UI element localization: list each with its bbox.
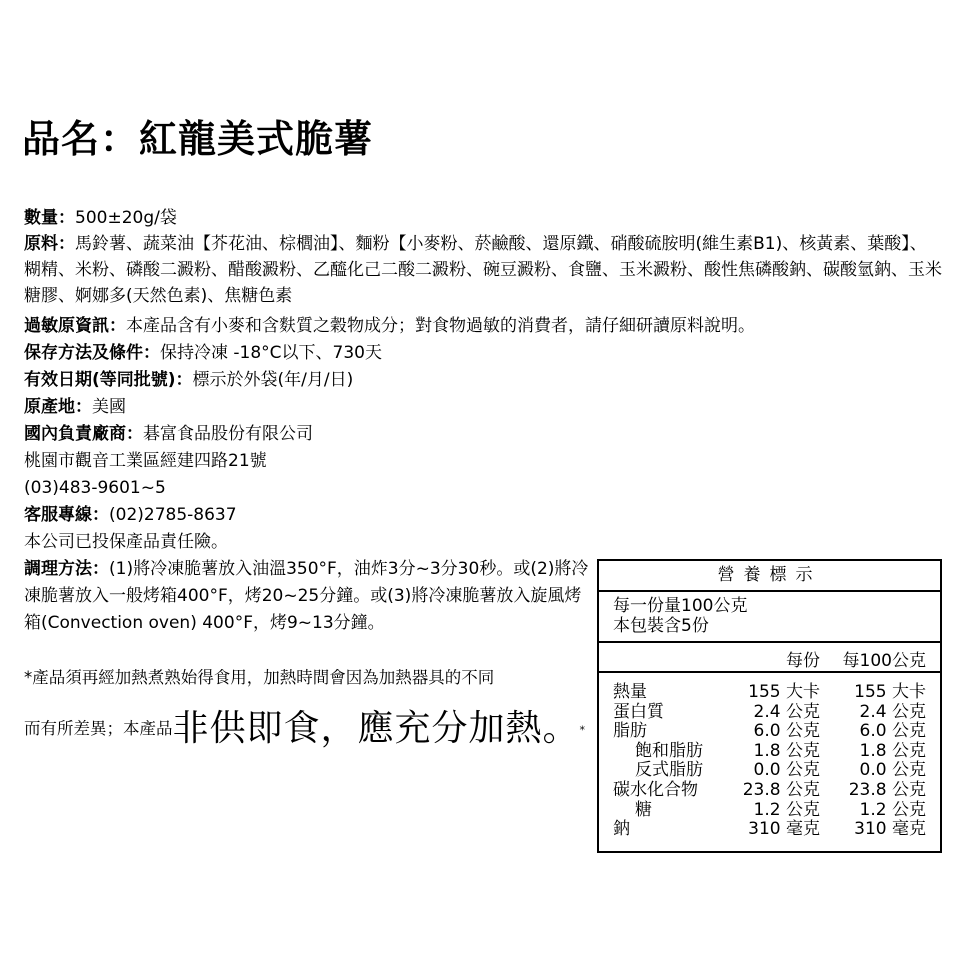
- nutrition-row-saturated-fat: [599, 742, 940, 762]
- heating-notice-big: 非供即食，應充分加熱。: [172, 708, 580, 749]
- expiry-value: 標示於外袋(年/月/日): [192, 370, 354, 390]
- manufacturer-label: 國內負責廠商：: [24, 424, 143, 444]
- nutrient-per-100g: 0.0 公克: [859, 760, 926, 781]
- nutrient-per-100g: 310 毫克: [854, 819, 926, 840]
- nutrient-name: 糖: [635, 799, 652, 820]
- nutrition-row-fat: [599, 722, 940, 742]
- nutrient-per-100g: 1.8 公克: [859, 740, 926, 761]
- nutrient-per-serving: 2.4 公克: [753, 701, 820, 722]
- heating-notice-asterisk: *: [579, 723, 586, 737]
- nutrition-column-headers: [599, 643, 940, 673]
- nutrient-name: 脂肪: [613, 721, 647, 742]
- nutrient-per-serving: 23.8 公克: [742, 779, 820, 800]
- nutrition-serving-info: [599, 592, 940, 643]
- heating-notice-line1: *產品須再經加熱煮熟始得食用，加熱時間會因為加熱器具的不同: [24, 668, 495, 687]
- phone-line: (03)483-9601~5: [24, 478, 166, 498]
- nutrient-per-serving: 1.8 公克: [753, 740, 820, 761]
- expiry-label: 有效日期(等同批號)：: [24, 370, 193, 390]
- quantity-line: [24, 205, 944, 231]
- ingredients-label: 原料：: [24, 234, 75, 254]
- nutrient-name: 反式脂肪: [635, 760, 703, 781]
- origin-line: [24, 394, 944, 420]
- nutrient-name: 鈉: [613, 819, 630, 840]
- heating-notice-small: 而有所差異；本產品: [24, 719, 173, 738]
- cooking-value: (1)將冷凍脆薯放入油溫350°F，油炸3分~3分30秒。或(2)將冷凍脆薯放入一般烤箱400°F，烤20~25分鐘。或(3)將冷凍脆薯放入旋風烤箱(Convection oven) 400°F，烤9~13分鐘。: [24, 559, 589, 633]
- nutrition-facts-table: [597, 559, 942, 853]
- nutrient-per-100g: 1.2 公克: [859, 799, 926, 820]
- manufacturer-value: 碁富食品股份有限公司: [143, 424, 313, 444]
- origin-label: 原產地：: [24, 397, 92, 417]
- cooking-method: [24, 556, 589, 637]
- col-per-100g: 每100公克: [842, 651, 926, 671]
- cooking-label: 調理方法：: [24, 559, 109, 579]
- nutrition-row-carbohydrate: [599, 781, 940, 801]
- serving-size: 每一份量100公克: [613, 596, 748, 616]
- nutrition-row-protein: [599, 703, 940, 723]
- nutrient-name: 蛋白質: [613, 701, 664, 722]
- storage-line: [24, 340, 944, 366]
- allergen-label: 過敏原資訊：: [24, 316, 126, 336]
- expiry-line: [24, 367, 944, 393]
- col-per-serving: 每份: [786, 651, 820, 671]
- storage-label: 保存方法及條件：: [24, 343, 160, 363]
- allergen-value: 本產品含有小麥和含麩質之穀物成分；對食物過敏的消費者，請仔細研讀原料說明。: [126, 316, 755, 336]
- nutrient-name: 熱量: [613, 682, 647, 702]
- nutrition-row-sugar: [599, 801, 940, 821]
- nutrient-per-100g: 23.8 公克: [848, 779, 926, 800]
- nutrient-per-serving: 0.0 公克: [753, 760, 820, 781]
- storage-value: 保持冷凍 -18°C以下、730天: [160, 343, 382, 363]
- manufacturer-line: [24, 421, 944, 447]
- service-label: 客服專線：: [24, 505, 109, 525]
- product-title: 品名：紅龍美式脆薯: [22, 117, 374, 161]
- nutrition-header: 營養標示: [599, 561, 940, 592]
- origin-value: 美國: [92, 397, 126, 417]
- nutrient-per-serving: 6.0 公克: [753, 721, 820, 742]
- nutrient-per-serving: 155 大卡: [748, 682, 820, 702]
- servings-per-pack: 本包裝含5份: [613, 616, 709, 636]
- heating-notice-line2: [24, 700, 585, 751]
- nutrient-per-100g: 6.0 公克: [859, 721, 926, 742]
- allergen-line: [24, 313, 944, 339]
- nutrient-per-serving: 1.2 公克: [753, 799, 820, 820]
- nutrient-name: 飽和脂肪: [635, 740, 703, 761]
- nutrition-row-energy: [599, 683, 940, 703]
- ingredients-value: 馬鈴薯、蔬菜油【芥花油、棕櫚油】、麵粉【小麥粉、菸鹼酸、還原鐵、硝酸硫胺明(維生素B1)、核黃素、葉酸】、糊精、米粉、磷酸二澱粉、醋酸澱粉、乙醯化己二酸二澱粉、碗豆澱粉、食鹽、玉米澱粉、酸性焦磷酸鈉、碳酸氫鈉、玉米糖膠、婀娜多(天然色素)、焦糖色素: [24, 234, 942, 306]
- nutrient-per-100g: 2.4 公克: [859, 701, 926, 722]
- address-line: 桃園市觀音工業區經建四路21號: [24, 451, 267, 471]
- nutrient-per-100g: 155 大卡: [854, 682, 926, 702]
- nutrition-row-sodium: [599, 820, 940, 840]
- service-value: (02)2785-8637: [109, 505, 237, 525]
- nutrition-row-trans-fat: [599, 761, 940, 781]
- quantity-value: 500±20g/袋: [75, 208, 177, 228]
- insurance-line: 本公司已投保產品責任險。: [24, 532, 228, 552]
- nutrient-name: 碳水化合物: [613, 779, 698, 800]
- service-line: [24, 502, 944, 528]
- ingredients-line: [24, 231, 942, 309]
- quantity-label: 數量：: [24, 208, 75, 228]
- nutrient-per-serving: 310 毫克: [748, 819, 820, 840]
